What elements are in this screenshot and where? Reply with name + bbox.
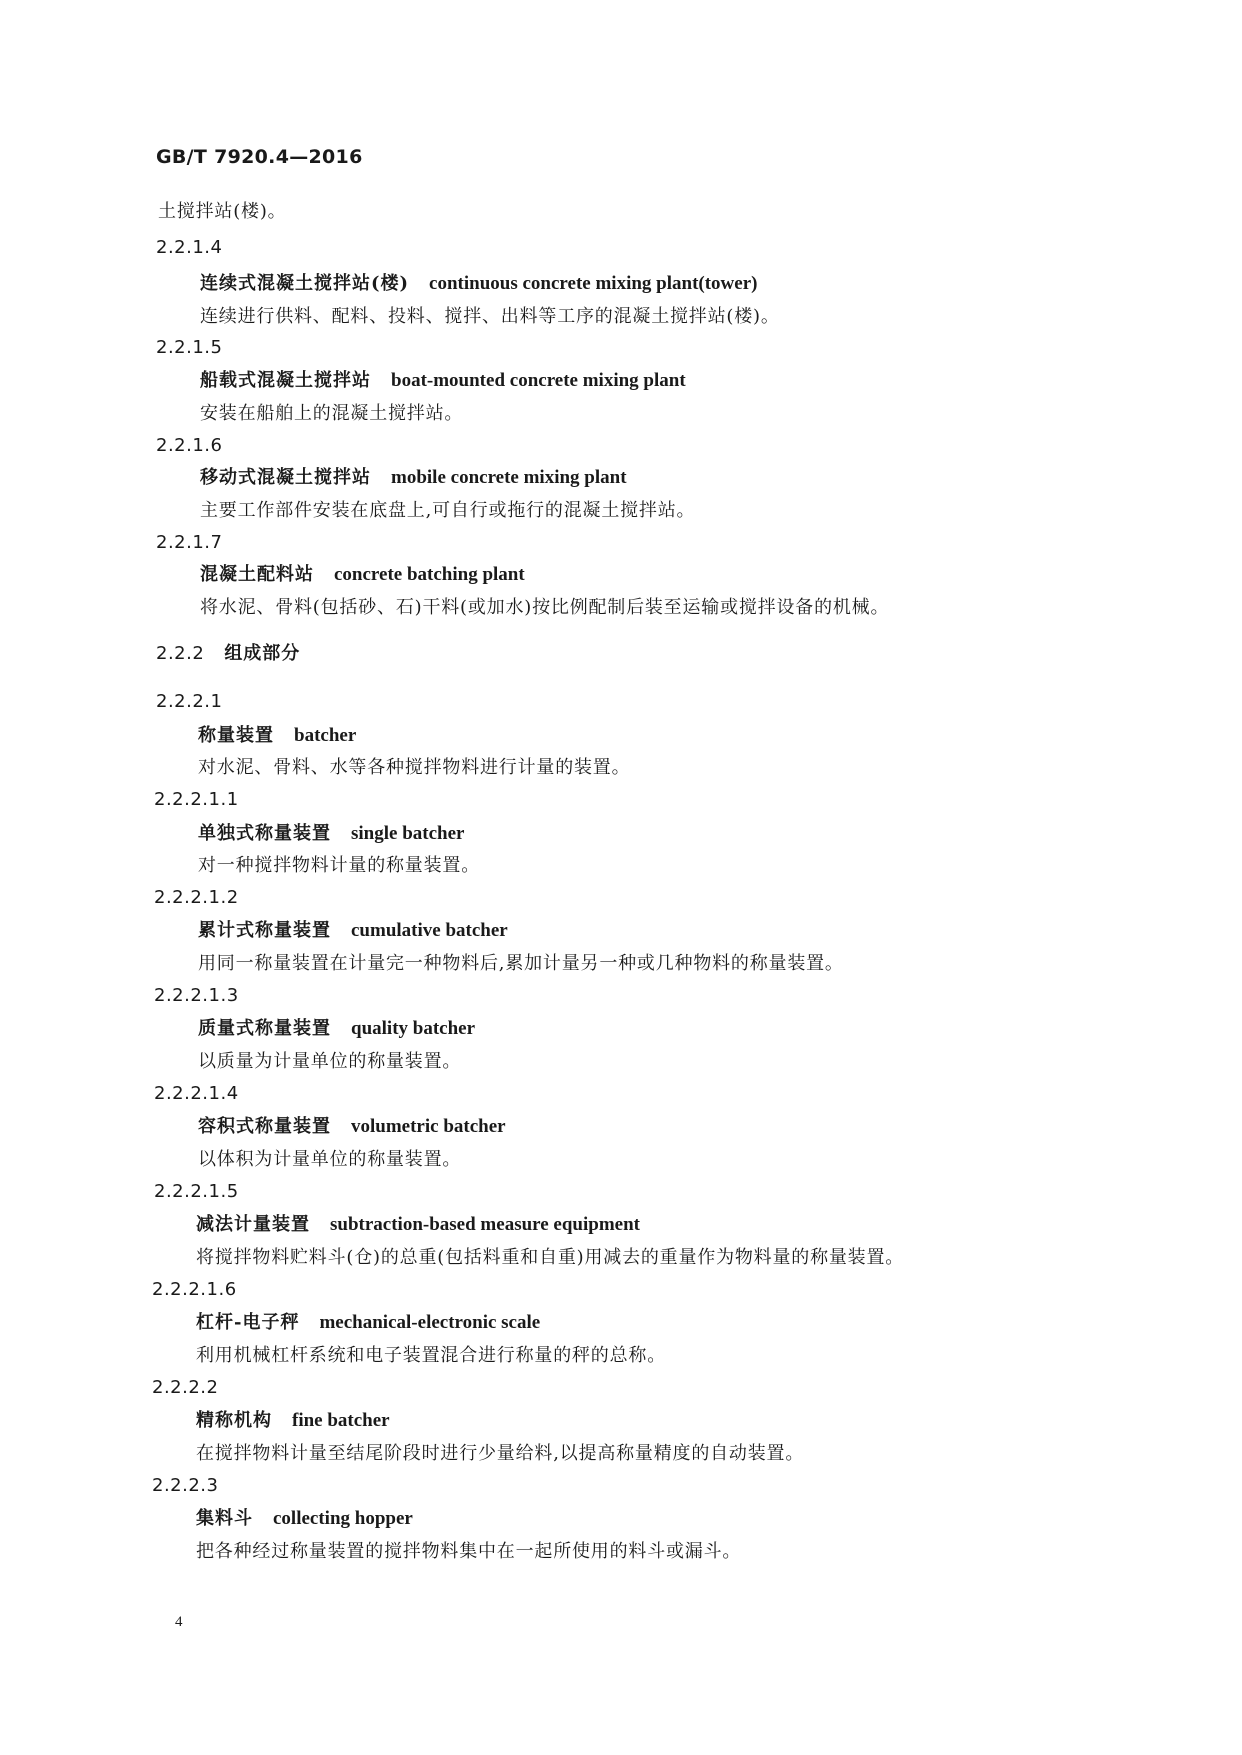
term-chinese: 单独式称量装置 — [198, 823, 331, 844]
term-line — [200, 466, 627, 490]
term-definition: 将搅拌物料贮料斗(仓)的总重(包括料重和自重)用减去的重量作为物料量的称量装置。 — [196, 1247, 905, 1268]
term-line — [200, 563, 525, 587]
term-line — [196, 1311, 540, 1335]
term-english: single batcher — [351, 823, 465, 844]
term-english: subtraction-based measure equipment — [330, 1214, 640, 1235]
term-definition: 对一种搅拌物料计量的称量装置。 — [198, 855, 480, 876]
term-english: fine batcher — [292, 1410, 390, 1431]
term-chinese: 移动式混凝土搅拌站 — [200, 467, 371, 488]
clause-number: 2.2.2.1.5 — [154, 1181, 239, 1202]
clause-number: 2.2.2.3 — [152, 1475, 219, 1496]
term-english: continuous concrete mixing plant(tower) — [429, 273, 758, 294]
term-chinese: 质量式称量装置 — [198, 1018, 331, 1039]
term-line — [200, 272, 757, 296]
clause-number: 2.2.2.2 — [152, 1377, 219, 1398]
term-english: mobile concrete mixing plant — [391, 467, 627, 488]
term-english: boat-mounted concrete mixing plant — [391, 370, 686, 391]
term-chinese: 容积式称量装置 — [198, 1116, 331, 1137]
term-definition: 主要工作部件安装在底盘上,可自行或拖行的混凝土搅拌站。 — [200, 500, 696, 521]
continuation-text: 土搅拌站(楼)。 — [158, 201, 287, 222]
term-chinese: 杠杆-电子秤 — [196, 1312, 300, 1333]
clause-number: 2.2.2.1.1 — [154, 789, 239, 810]
term-definition: 以体积为计量单位的称量装置。 — [198, 1149, 462, 1170]
term-definition: 对水泥、骨料、水等各种搅拌物料进行计量的装置。 — [198, 757, 631, 778]
term-line — [196, 1409, 390, 1433]
term-chinese: 精称机构 — [196, 1410, 272, 1431]
section-heading — [156, 642, 300, 666]
term-english: batcher — [294, 725, 357, 746]
term-chinese: 称量装置 — [198, 725, 274, 746]
section-title: 组成部分 — [224, 643, 301, 664]
clause-number: 2.2.2.1.2 — [154, 887, 239, 908]
clause-number: 2.2.1.7 — [156, 532, 223, 553]
term-definition: 在搅拌物料计量至结尾阶段时进行少量给料,以提高称量精度的自动装置。 — [196, 1443, 805, 1464]
term-chinese: 连续式混凝土搅拌站(楼) — [200, 273, 410, 294]
term-line — [196, 1507, 413, 1531]
term-english: collecting hopper — [273, 1508, 413, 1529]
term-line — [198, 1115, 506, 1139]
term-chinese: 减法计量装置 — [196, 1214, 310, 1235]
term-definition: 连续进行供料、配料、投料、搅拌、出料等工序的混凝土搅拌站(楼)。 — [200, 306, 780, 327]
term-definition: 用同一称量装置在计量完一种物料后,累加计量另一种或几种物料的称量装置。 — [198, 953, 844, 974]
term-english: volumetric batcher — [351, 1116, 506, 1137]
term-line — [196, 1213, 640, 1237]
term-chinese: 累计式称量装置 — [198, 920, 331, 941]
clause-number: 2.2.2.1.4 — [154, 1083, 239, 1104]
term-english: concrete batching plant — [334, 564, 525, 585]
term-english: quality batcher — [351, 1018, 476, 1039]
term-chinese: 集料斗 — [196, 1508, 253, 1529]
term-line — [200, 369, 686, 393]
clause-number: 2.2.1.4 — [156, 237, 223, 258]
clause-number: 2.2.1.5 — [156, 337, 223, 358]
term-definition: 安装在船舶上的混凝土搅拌站。 — [200, 403, 464, 424]
clause-number: 2.2.2.1.6 — [152, 1279, 237, 1300]
term-line — [198, 724, 356, 748]
term-chinese: 混凝土配料站 — [200, 564, 314, 585]
term-line — [198, 822, 464, 846]
term-definition: 把各种经过称量装置的搅拌物料集中在一起所使用的料斗或漏斗。 — [196, 1541, 742, 1562]
section-number: 2.2.2 — [156, 643, 205, 664]
clause-number: 2.2.2.1 — [156, 691, 223, 712]
page-number: 4 — [175, 1614, 183, 1630]
clause-number: 2.2.2.1.3 — [154, 985, 239, 1006]
term-line — [198, 919, 508, 943]
term-english: mechanical-electronic scale — [319, 1312, 541, 1333]
clause-number: 2.2.1.6 — [156, 435, 223, 456]
term-definition: 利用机械杠杆系统和电子装置混合进行称量的秤的总称。 — [196, 1345, 666, 1366]
document-code: GB/T 7920.4—2016 — [156, 146, 363, 168]
term-chinese: 船载式混凝土搅拌站 — [200, 370, 371, 391]
term-definition: 将水泥、骨料(包括砂、石)干料(或加水)按比例配制后装至运输或搅拌设备的机械。 — [200, 597, 890, 618]
term-english: cumulative batcher — [351, 920, 508, 941]
term-line — [198, 1017, 475, 1041]
term-definition: 以质量为计量单位的称量装置。 — [198, 1051, 462, 1072]
